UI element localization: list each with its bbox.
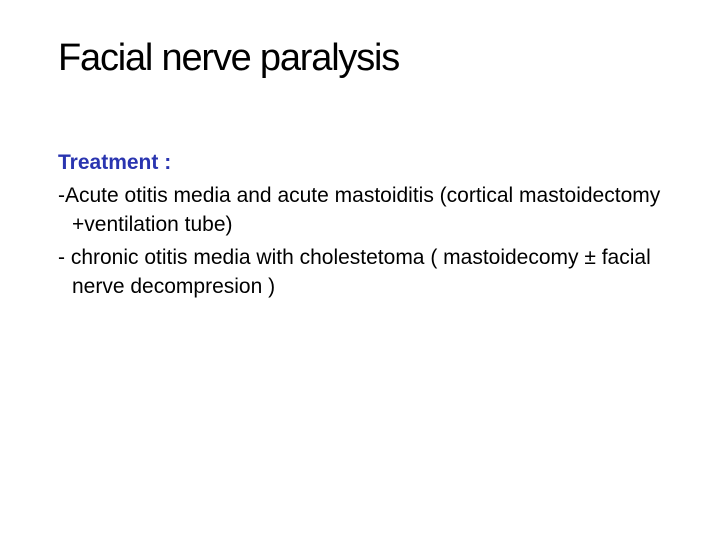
slide-title: Facial nerve paralysis — [58, 37, 400, 79]
treatment-heading: Treatment : — [58, 151, 172, 174]
slide-body — [58, 148, 678, 305]
treatment-item-acute: -Acute otitis media and acute mastoiditis (cortical mastoidectomy +ventilation tube) — [58, 184, 661, 236]
treatment-item-chronic: - chronic otitis media with cholestetoma ( mastoidecomy ± facial nerve decompresion ) — [58, 246, 651, 298]
